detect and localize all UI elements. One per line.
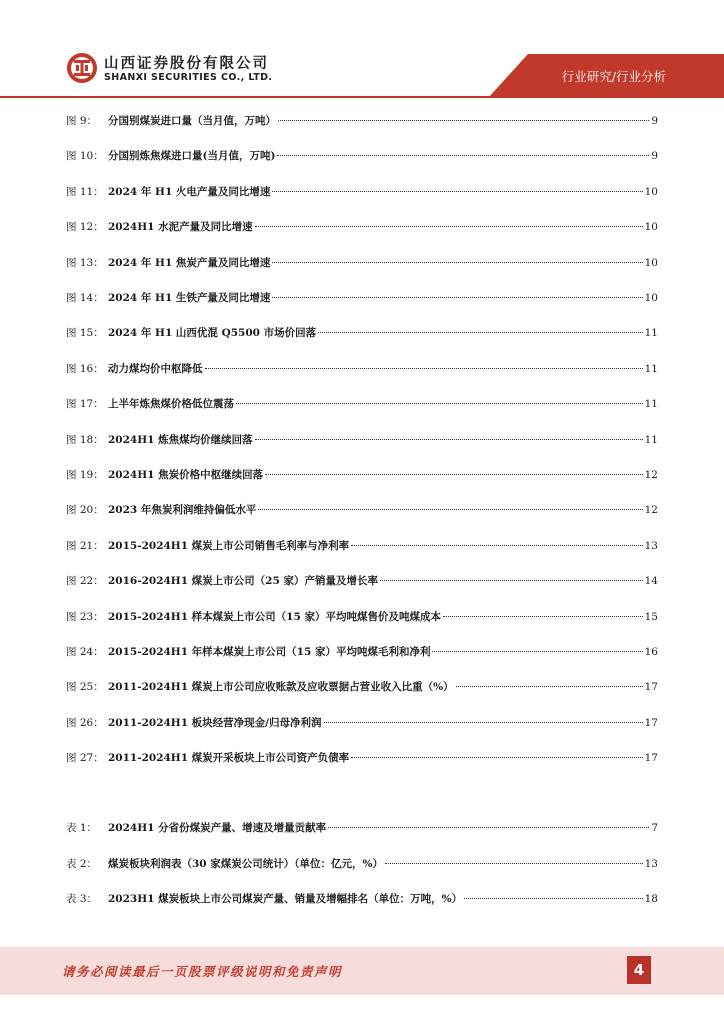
entry-page-number: 9 xyxy=(651,115,658,127)
entry-title: 2011-2024H1 煤炭开采板块上市公司资产负债率 xyxy=(108,752,350,765)
leader-dots xyxy=(456,686,643,687)
entry-label: 表 2： xyxy=(66,857,98,870)
entry-label: 图 23： xyxy=(66,610,104,623)
figure-entry[interactable] xyxy=(66,643,658,661)
figure-entry[interactable] xyxy=(66,254,658,272)
entry-label: 图 10： xyxy=(66,150,104,163)
figure-entry[interactable] xyxy=(66,678,658,696)
leader-dots xyxy=(272,191,642,192)
figure-entry[interactable] xyxy=(66,147,658,165)
entry-label: 图 21： xyxy=(66,539,104,552)
entry-title: 分国别煤炭进口量（当月值，万吨） xyxy=(108,115,276,127)
figure-entry[interactable] xyxy=(66,572,658,590)
entry-page-number: 11 xyxy=(644,398,658,411)
entry-title: 2011-2024H1 板块经营净现金/归母净利润 xyxy=(108,716,322,729)
entry-title: 分国别炼焦煤进口量(当月值，万吨) xyxy=(108,150,276,163)
entry-page-number: 17 xyxy=(644,716,658,729)
entry-page-number: 13 xyxy=(644,539,658,552)
entry-title: 2023 年焦炭利润维持偏低水平 xyxy=(108,504,257,517)
figure-entry[interactable] xyxy=(66,183,658,201)
leader-dots xyxy=(236,403,643,404)
figure-entry[interactable] xyxy=(66,395,658,413)
entry-label: 图 20： xyxy=(66,504,104,517)
entry-page-number: 10 xyxy=(644,185,658,198)
entry-title: 煤炭板块利润表（30 家煤炭公司统计）（单位：亿元，%） xyxy=(108,857,383,870)
figure-entry[interactable] xyxy=(66,749,658,767)
entry-label: 图 14： xyxy=(66,292,104,304)
page-number: 4 xyxy=(627,956,651,984)
figure-entry[interactable] xyxy=(66,112,658,130)
entry-page-number: 12 xyxy=(644,469,658,481)
figure-entry[interactable] xyxy=(66,360,658,378)
figure-entry[interactable] xyxy=(66,714,658,732)
section-tag: 行业研究/行业分析 xyxy=(561,69,666,84)
entry-title: 2015-2024H1 煤炭上市公司销售毛利率与净利率 xyxy=(108,539,350,552)
entry-page-number: 17 xyxy=(644,752,658,765)
table-entry[interactable] xyxy=(66,890,658,908)
entry-page-number: 10 xyxy=(644,221,658,234)
entry-page-number: 11 xyxy=(644,433,658,446)
page-footer xyxy=(0,947,724,995)
entry-label: 图 15： xyxy=(66,327,104,340)
entry-title: 2024H1 分省份煤炭产量、增速及增量贡献率 xyxy=(108,822,327,835)
leader-dots xyxy=(272,297,642,298)
entry-title: 2024 年 H1 火电产量及同比增速 xyxy=(108,185,271,198)
leader-dots xyxy=(324,722,643,723)
entry-title: 2023H1 煤炭板块上市公司煤炭产量、销量及增幅排名（单位：万吨，%） xyxy=(108,893,463,905)
leader-dots xyxy=(464,898,643,899)
leader-dots xyxy=(278,120,649,121)
page-header xyxy=(0,0,724,100)
entry-page-number: 14 xyxy=(644,575,658,588)
entry-title: 2011-2024H1 煤炭上市公司应收账款及应收票据占营业收入比重（%） xyxy=(108,681,454,694)
entry-page-number: 10 xyxy=(644,292,658,304)
figure-entry[interactable] xyxy=(66,501,658,519)
entry-label: 图 13： xyxy=(66,256,104,269)
figure-entry[interactable] xyxy=(66,431,658,449)
company-name-cn: 山西证券股份有限公司 xyxy=(104,56,269,72)
entry-page-number: 11 xyxy=(644,327,658,340)
entry-title: 2024H1 水泥产量及同比增速 xyxy=(108,221,253,234)
entry-title: 2024 年 H1 焦炭产量及同比增速 xyxy=(108,256,271,269)
leader-dots xyxy=(432,651,642,652)
entry-title: 2015-2024H1 样本煤炭上市公司（15 家）平均吨煤售价及吨煤成本 xyxy=(108,610,441,623)
entry-label: 图 25： xyxy=(66,681,104,694)
entry-label: 图 19： xyxy=(66,469,104,481)
entry-page-number: 9 xyxy=(651,150,658,163)
entry-label: 表 1： xyxy=(66,822,98,835)
entry-label: 图 11： xyxy=(66,185,104,198)
entry-page-number: 11 xyxy=(644,362,658,375)
entry-label: 图 12： xyxy=(66,221,104,234)
entry-label: 图 16： xyxy=(66,362,104,375)
entry-page-number: 17 xyxy=(644,681,658,694)
leader-dots xyxy=(205,368,643,369)
figure-entry[interactable] xyxy=(66,324,658,342)
entry-page-number: 10 xyxy=(644,256,658,269)
entry-title: 2016-2024H1 煤炭上市公司（25 家）产销量及增长率 xyxy=(108,575,378,588)
leader-dots xyxy=(277,155,649,156)
entry-title: 2015-2024H1 年样本煤炭上市公司（15 家）平均吨煤毛利和净利 xyxy=(108,646,431,658)
entry-page-number: 12 xyxy=(644,504,658,517)
entry-page-number: 7 xyxy=(651,822,658,835)
leader-dots xyxy=(328,827,649,828)
leader-dots xyxy=(443,616,643,617)
entry-title: 动力煤均价中枢降低 xyxy=(108,362,203,375)
entry-title: 2024H1 炼焦煤均价继续回落 xyxy=(108,433,253,446)
entry-label: 图 27： xyxy=(66,752,104,765)
entry-page-number: 15 xyxy=(644,610,658,623)
leader-dots xyxy=(265,474,643,475)
leader-dots xyxy=(385,863,643,864)
entry-label: 图 24： xyxy=(66,646,104,658)
figure-entry[interactable] xyxy=(66,289,658,307)
figure-entry[interactable] xyxy=(66,218,658,236)
leader-dots xyxy=(255,439,643,440)
company-name-en: SHANXI SECURITIES CO., LTD. xyxy=(104,72,273,83)
entry-label: 表 3： xyxy=(66,893,98,905)
figure-entry[interactable] xyxy=(66,537,658,555)
entry-label: 图 26： xyxy=(66,716,104,729)
entry-label: 图 17： xyxy=(66,398,104,411)
entry-title: 2024 年 H1 山西优混 Q5500 市场价回落 xyxy=(108,327,317,340)
entry-page-number: 13 xyxy=(644,857,658,870)
entry-page-number: 18 xyxy=(644,893,658,905)
entry-title: 上半年炼焦煤价格低位震荡 xyxy=(108,398,234,411)
leader-dots xyxy=(272,262,642,263)
figure-entry[interactable] xyxy=(66,466,658,484)
leader-dots xyxy=(351,545,642,546)
entry-label: 图 22： xyxy=(66,575,104,588)
leader-dots xyxy=(255,226,643,227)
leader-dots xyxy=(318,332,643,333)
figure-entry[interactable] xyxy=(66,608,658,626)
disclaimer-notice: 请务必阅读最后一页股票评级说明和免责声明 xyxy=(62,964,343,979)
entry-page-number: 16 xyxy=(644,646,658,658)
entry-label: 图 9： xyxy=(66,115,98,127)
entry-label: 图 18： xyxy=(66,433,104,446)
table-entry[interactable] xyxy=(66,819,658,837)
entry-title: 2024H1 焦炭价格中枢继续回落 xyxy=(108,469,264,481)
leader-dots xyxy=(380,580,643,581)
leader-dots xyxy=(258,509,642,510)
table-entry[interactable] xyxy=(66,855,658,873)
leader-dots xyxy=(351,757,642,758)
entry-title: 2024 年 H1 生铁产量及同比增速 xyxy=(108,292,271,304)
